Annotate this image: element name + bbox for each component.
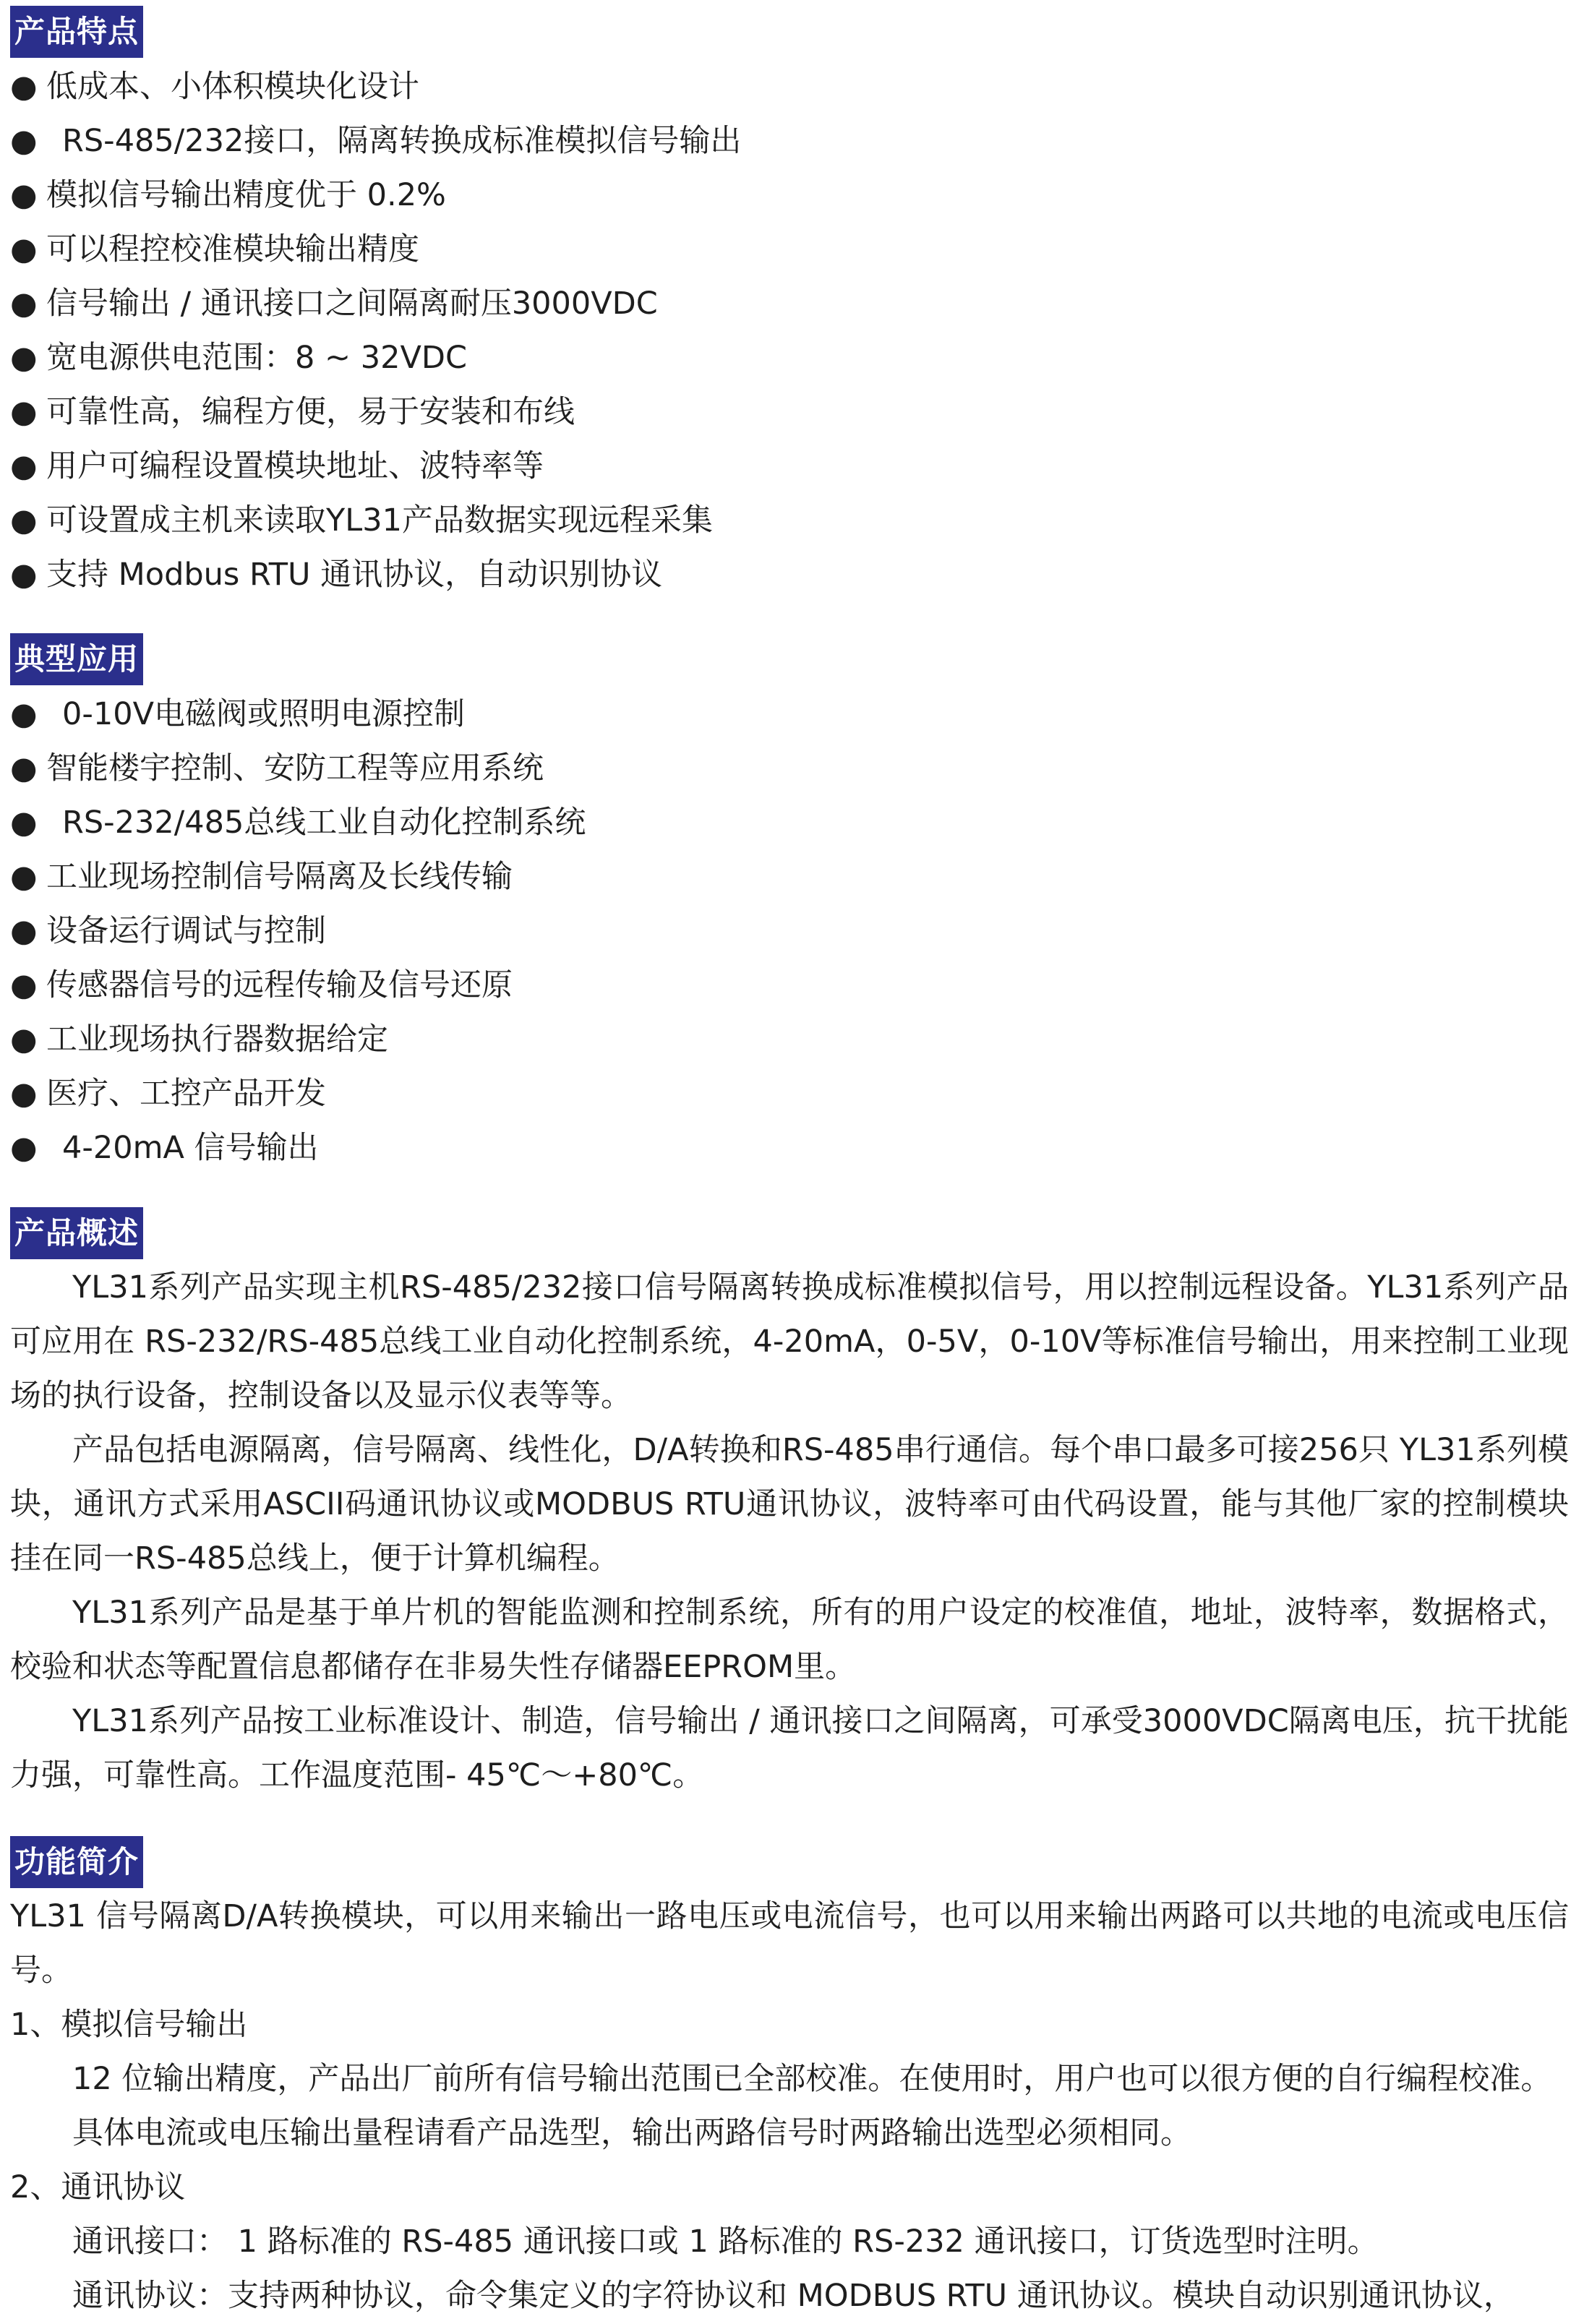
bullet-icon: ● (10, 967, 38, 1003)
list-item: ● 用户可编程设置模块地址、波特率等 (10, 439, 544, 494)
function-text: 通讯接口： 1 路标准的 RS-485 通讯接口或 1 路标准的 RS-232 通讯接口，订货选型时注明。 (72, 2224, 1379, 2260)
functions-intro: YL31 信号隔离D/A转换模块，可以用来输出一路电压或电流信号，也可以用来输出两路可以共地的电流或电压信号。 (10, 1898, 1569, 1989)
function-heading-output: 1、模拟信号输出 (10, 2007, 248, 2043)
overview-paragraph: YL31系列产品实现主机RS-485/232接口信号隔离转换成标准模拟信号，用以控制远程设备。YL31系列产品可应用在 RS-232/RS-485总线工业自动化控制系统，4-20mA，0-5V，0-10V等标准信号输出，用来控制工业现场的执行设备，控制设备以及显示仪表等等。 (10, 1269, 1569, 1414)
list-item: ● 模拟信号输出精度优于 0.2% (10, 168, 446, 223)
list-item: ● 医疗、工控产品开发 (10, 1066, 326, 1121)
features-section-title: 产品特点 (10, 6, 143, 58)
bullet-icon: ● (10, 1021, 38, 1058)
list-item: ● 工业现场控制信号隔离及长线传输 (10, 849, 513, 904)
overview-paragraph: 产品包括电源隔离，信号隔离、线性化，D/A转换和RS-485串行通信。每个串口最多可接256只 YL31系列模块，通讯方式采用ASCII码通讯协议或MODBUS RTU通讯协议，波特率可由代码设置，能与其他厂家的控制模块挂在同一RS-485总线上，便于计算机编程。 (10, 1432, 1569, 1577)
applications-section-title: 典型应用 (10, 633, 143, 685)
list-item: ● 信号输出 / 通讯接口之间隔离耐压3000VDC (10, 276, 658, 331)
bullet-icon: ● (10, 502, 38, 539)
overview-section-title: 产品概述 (10, 1207, 143, 1259)
bullet-icon: ● (10, 340, 38, 376)
list-item: ● 可靠性高，编程方便，易于安装和布线 (10, 385, 575, 439)
list-item: ● 工业现场执行器数据给定 (10, 1012, 388, 1067)
function-text: 12 位输出精度，产品出厂前所有信号输出范围已全部校准。在使用时，用户也可以很方便的自行编程校准。 (72, 2061, 1552, 2097)
bullet-icon: ● (10, 913, 38, 949)
overview-paragraph: YL31系列产品是基于单片机的智能监测和控制系统，所有的用户设定的校准值，地址，波特率，数据格式，校验和状态等配置信息都储存在非易失性存储器EEPROM里。 (10, 1595, 1569, 1685)
bullet-icon: ● (10, 231, 38, 267)
overview-paragraph: YL31系列产品按工业标准设计、制造，信号输出 / 通讯接口之间隔离，可承受3000VDC隔离电压，抗干扰能力强，可靠性高。工作温度范围- 45℃～+80℃。 (10, 1703, 1569, 1793)
bullet-icon: ● (10, 448, 38, 484)
list-item: ● 传感器信号的远程传输及信号还原 (10, 958, 513, 1013)
function-text: 具体电流或电压输出量程请看产品选型，输出两路信号时两路输出选型必须相同。 (72, 2115, 1191, 2151)
functions-section-title: 功能简介 (10, 1836, 143, 1888)
bullet-icon: ● (10, 123, 38, 159)
bullet-icon: ● (10, 1130, 38, 1166)
bullet-icon: ● (10, 286, 38, 322)
list-item: ● 0-10V电磁阀或照明电源控制 (10, 687, 465, 742)
bullet-icon: ● (10, 859, 38, 895)
bullet-icon: ● (10, 69, 38, 105)
list-item: ● RS-485/232接口，隔离转换成标准模拟信号输出 (10, 113, 741, 168)
bullet-icon: ● (10, 1076, 38, 1112)
list-item: ● 设备运行调试与控制 (10, 904, 326, 959)
list-item: ● RS-232/485总线工业自动化控制系统 (10, 795, 586, 850)
list-item: ● 宽电源供电范围：8 ~ 32VDC (10, 330, 467, 385)
list-item: ● 低成本、小体积模块化设计 (10, 59, 419, 114)
list-item: ● 可设置成主机来读取YL31产品数据实现远程采集 (10, 493, 713, 548)
list-item: ● 智能楼宇控制、安防工程等应用系统 (10, 741, 544, 796)
bullet-icon: ● (10, 177, 38, 213)
function-heading-protocol: 2、通讯协议 (10, 2169, 186, 2205)
bullet-icon: ● (10, 696, 38, 732)
list-item: ● 4-20mA 信号输出 (10, 1120, 319, 1175)
list-item: ● 可以程控校准模块输出精度 (10, 222, 419, 277)
bullet-icon: ● (10, 557, 38, 593)
bullet-icon: ● (10, 394, 38, 430)
function-text: 通讯协议：支持两种协议，命令集定义的字符协议和 MODBUS RTU 通讯协议。模块自动识别通讯协议， (72, 2278, 1515, 2314)
bullet-icon: ● (10, 750, 38, 786)
list-item: ● 支持 Modbus RTU 通讯协议，自动识别协议 (10, 547, 662, 602)
bullet-icon: ● (10, 805, 38, 841)
